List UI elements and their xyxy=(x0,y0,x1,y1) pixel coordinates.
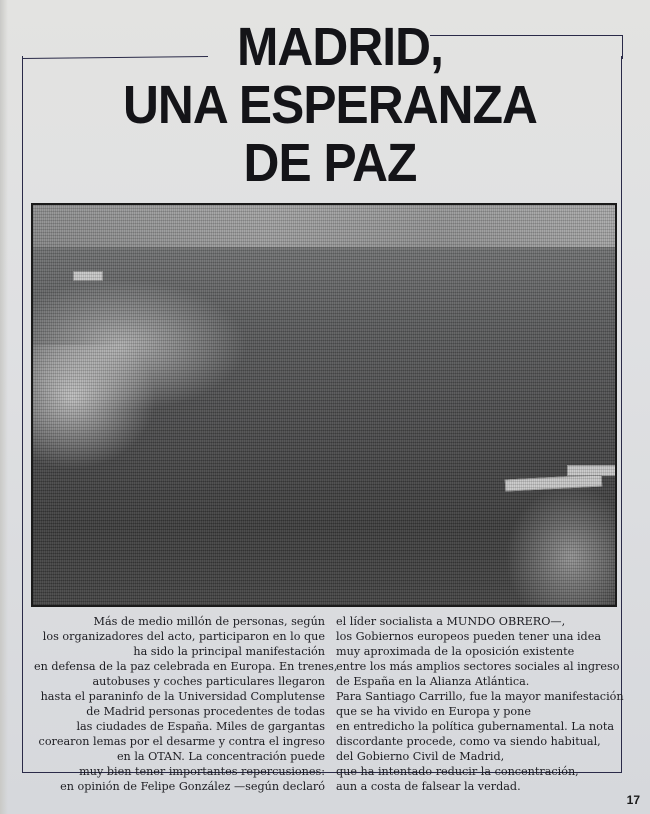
caption-line: corearon lemas por el desarme y contra el ingreso xyxy=(38,735,325,748)
caption-line: en defensa de la paz celebrada en Europa. En trenes, xyxy=(34,660,338,673)
caption-column-right xyxy=(336,614,626,794)
headline-line-3: DE PAZ xyxy=(243,133,417,193)
caption-line: las ciudades de España. Miles de gargantas xyxy=(76,720,325,733)
caption-line: ha sido la principal manifestación xyxy=(133,645,325,658)
caption-line: en opinión de Felipe González —según declaró xyxy=(60,780,325,793)
caption-line: que ha intentado reducir la concentración, xyxy=(336,765,579,778)
caption-line: los organizadores del acto, participaron en lo que xyxy=(42,630,325,643)
caption-line: del Gobierno Civil de Madrid, xyxy=(336,750,505,763)
caption-line: autobuses y coches particulares llegaron xyxy=(92,675,325,688)
article-headline xyxy=(80,18,580,192)
caption-line: entre los más amplios sectores sociales al ingreso xyxy=(336,660,620,673)
caption-line: los Gobiernos europeos pueden tener una idea xyxy=(336,630,601,643)
headline-line-1: MADRID, xyxy=(236,17,444,77)
caption-line: en la OTAN. La concentración puede xyxy=(116,750,325,763)
caption-column-left xyxy=(34,614,338,794)
caption-line: muy bien tener importantes repercusiones: xyxy=(79,765,325,778)
crowd-photo xyxy=(31,203,617,607)
caption-line: aun a costa de falsear la verdad. xyxy=(336,780,521,793)
caption-line: muy aproximada de la oposición existente xyxy=(336,645,575,658)
page-edge-shadow xyxy=(0,0,8,814)
caption-line: Más de medio millón de personas, según xyxy=(93,615,325,628)
page-number: 17 xyxy=(626,793,640,807)
caption-line: que se ha vivido en Europa y pone xyxy=(336,705,531,718)
headline-line-2: UNA ESPERANZA xyxy=(122,75,538,135)
caption-line: discordante procede, como va siendo habitual, xyxy=(336,735,601,748)
photo-grain xyxy=(33,205,615,605)
frame-rule-right-upper xyxy=(622,35,623,59)
caption-line: Para Santiago Carrillo, fue la mayor manifestación xyxy=(336,690,624,703)
caption-line: de Madrid personas procedentes de todas xyxy=(86,705,325,718)
caption-line: el líder socialista a MUNDO OBRERO—, xyxy=(336,615,566,628)
caption-line: de España en la Alianza Atlántica. xyxy=(336,675,530,688)
caption-line: en entredicho la política gubernamental. La nota xyxy=(336,720,615,733)
caption-line: hasta el paraninfo de la Universidad Complutense xyxy=(40,690,325,703)
